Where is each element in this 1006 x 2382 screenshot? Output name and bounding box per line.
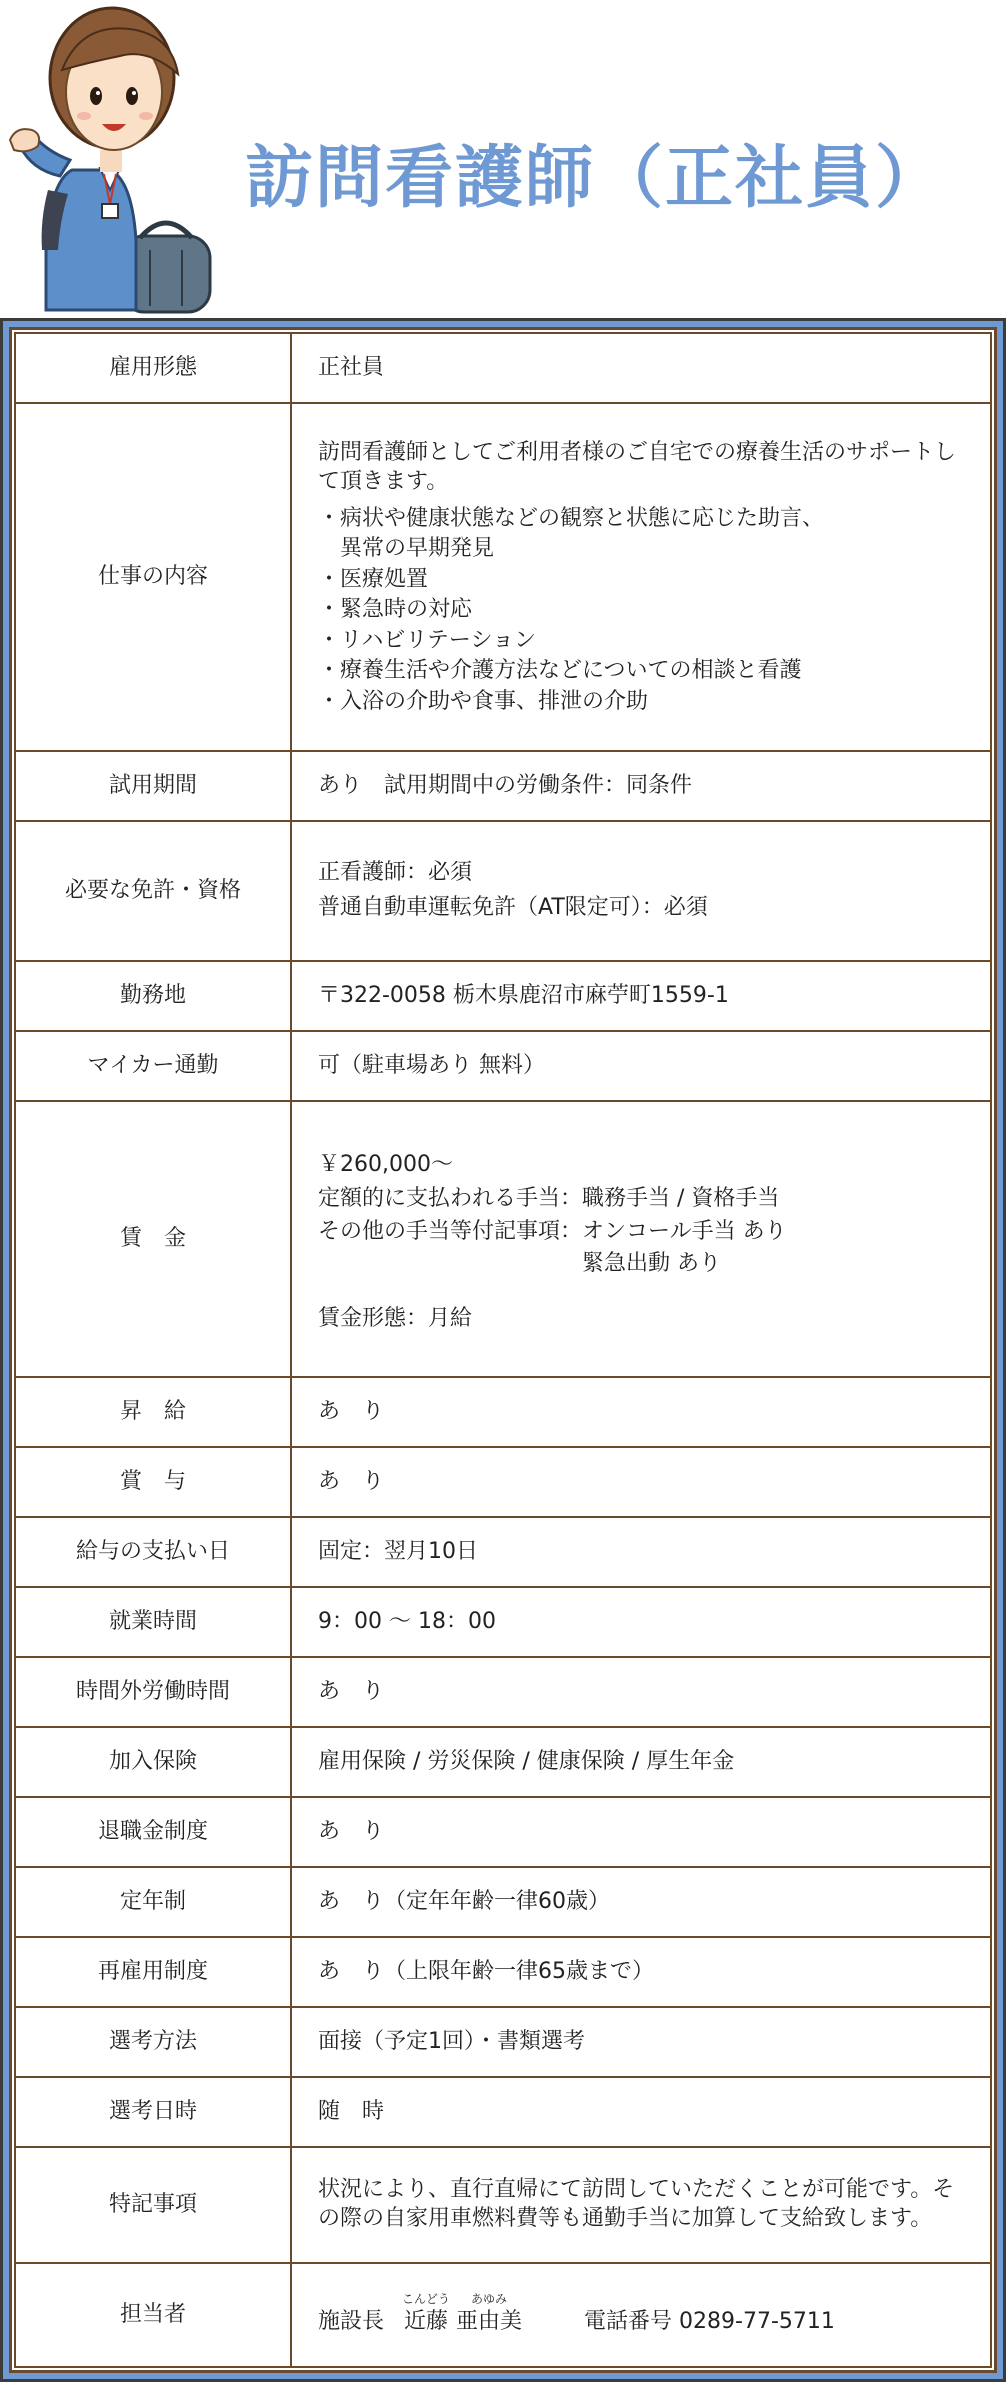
list-item: ・医療処置 [318, 566, 429, 592]
row-label: 試用期間 [15, 751, 291, 821]
row-label: 賞 与 [15, 1447, 291, 1517]
contact-phone: 電話番号 0289-77-5711 [584, 2309, 835, 2335]
surname-ruby: こんどう [402, 2292, 451, 2307]
row-value: あ り（定年年齢一律60歳） [291, 1867, 991, 1937]
list-item: ・病状や健康状態などの観察と状態に応じた助言、 [318, 505, 825, 531]
row-required-license [15, 821, 991, 961]
row-value: 9：00 ～ 18：00 [291, 1587, 991, 1657]
row-car-commute [15, 1031, 991, 1101]
header [0, 0, 1006, 318]
row-label: 再雇用制度 [15, 1937, 291, 2007]
given-name-ruby: あゆみ [471, 2292, 508, 2307]
fixed-allowance-label: 定額的に支払われる手当： [318, 1186, 583, 1212]
license-line: 普通自動車運転免許（AT限定可）：必須 [318, 895, 708, 920]
contact-given-name: 亜由美 [456, 2309, 523, 2335]
row-value [291, 403, 991, 751]
row-employment-type [15, 333, 991, 403]
allowance-grid [318, 1185, 964, 1279]
row-label: 担当者 [15, 2263, 291, 2367]
row-value: 随 時 [291, 2077, 991, 2147]
row-label: 給与の支払い日 [15, 1517, 291, 1587]
list-item: ・療養生活や介護方法などについての相談と看護 [318, 658, 802, 684]
row-working-hours [15, 1587, 991, 1657]
row-value: あ り（上限年齢一律65歳まで） [291, 1937, 991, 2007]
row-retirement-allowance [15, 1797, 991, 1867]
row-contact-person [15, 2263, 991, 2367]
list-item: 異常の早期発見 [318, 536, 495, 562]
row-label: 仕事の内容 [15, 403, 291, 751]
row-label: 選考方法 [15, 2007, 291, 2077]
fixed-allowance-value: 職務手当 / 資格手当 [582, 1186, 780, 1212]
job-info-frame-inner [9, 327, 997, 2373]
nurse-illustration [0, 0, 220, 318]
row-label: 加入保険 [15, 1727, 291, 1797]
row-label: 雇用形態 [15, 333, 291, 403]
row-bonus [15, 1447, 991, 1517]
row-selection-method [15, 2007, 991, 2077]
row-value: 可（駐車場あり 無料） [291, 1031, 991, 1101]
row-reemployment [15, 1937, 991, 2007]
wage-amount: ￥260,000～ [318, 1151, 453, 1177]
other-allowance-value: オンコール手当 あり [582, 1218, 787, 1244]
row-value: あ り [291, 1447, 991, 1517]
row-label: 勤務地 [15, 961, 291, 1031]
row-value: 面接（予定1回）・書類選考 [291, 2007, 991, 2077]
row-label: 選考日時 [15, 2077, 291, 2147]
row-value: 状況により、直行直帰にて訪問していただくことが可能です。その際の自家用車燃料費等も通勤手当に加算して支給致します。 [291, 2147, 991, 2263]
row-value [291, 2263, 991, 2367]
page-title: 訪問看護師（正社員） [245, 139, 946, 218]
row-job-description [15, 403, 991, 751]
row-wage [15, 1101, 991, 1377]
row-label: 必要な免許・資格 [15, 821, 291, 961]
job-duty-list [318, 505, 964, 717]
wage-form: 賃金形態：月給 [318, 1305, 473, 1331]
row-value: 正社員 [291, 333, 991, 403]
row-label: 特記事項 [15, 2147, 291, 2263]
row-value: あり 試用期間中の労働条件：同条件 [291, 751, 991, 821]
job-info-table [14, 332, 992, 2368]
row-label: 就業時間 [15, 1587, 291, 1657]
contact-line [318, 2293, 964, 2337]
license-line: 正看護師：必須 [318, 860, 473, 886]
row-raise [15, 1377, 991, 1447]
other-allowance-value: 緊急出動 あり [582, 1251, 722, 1277]
row-value: 〒322-0058 栃木県鹿沼市麻苧町1559-1 [291, 961, 991, 1031]
row-retirement-age [15, 1867, 991, 1937]
row-value: 固定：翌月10日 [291, 1517, 991, 1587]
row-value: 雇用保険 / 労災保険 / 健康保険 / 厚生年金 [291, 1727, 991, 1797]
row-value: あ り [291, 1657, 991, 1727]
row-special-notes [15, 2147, 991, 2263]
job-info-frame [0, 318, 1006, 2382]
row-label: 定年制 [15, 1867, 291, 1937]
row-insurance [15, 1727, 991, 1797]
row-overtime [15, 1657, 991, 1727]
contact-surname: 近藤 [404, 2309, 449, 2335]
list-item: ・リハビリテーション [318, 627, 537, 653]
row-label: 退職金制度 [15, 1797, 291, 1867]
row-value [291, 1101, 991, 1377]
other-allowance-label: その他の手当等付記事項： [318, 1218, 583, 1244]
row-payday [15, 1517, 991, 1587]
list-item: ・入浴の介助や食事、排泄の介助 [318, 689, 649, 715]
row-value: あ り [291, 1797, 991, 1867]
row-trial-period [15, 751, 991, 821]
row-workplace [15, 961, 991, 1031]
row-value [291, 821, 991, 961]
row-label: 時間外労働時間 [15, 1657, 291, 1727]
contact-title: 施設長 [318, 2309, 385, 2335]
row-value: あ り [291, 1377, 991, 1447]
job-intro: 訪問看護師としてご利用者様のご自宅での療養生活のサポートして頂きます。 [318, 440, 957, 494]
row-label: 昇 給 [15, 1377, 291, 1447]
list-item: ・緊急時の対応 [318, 597, 473, 623]
row-label: マイカー通勤 [15, 1031, 291, 1101]
row-selection-date [15, 2077, 991, 2147]
row-label: 賃 金 [15, 1101, 291, 1377]
